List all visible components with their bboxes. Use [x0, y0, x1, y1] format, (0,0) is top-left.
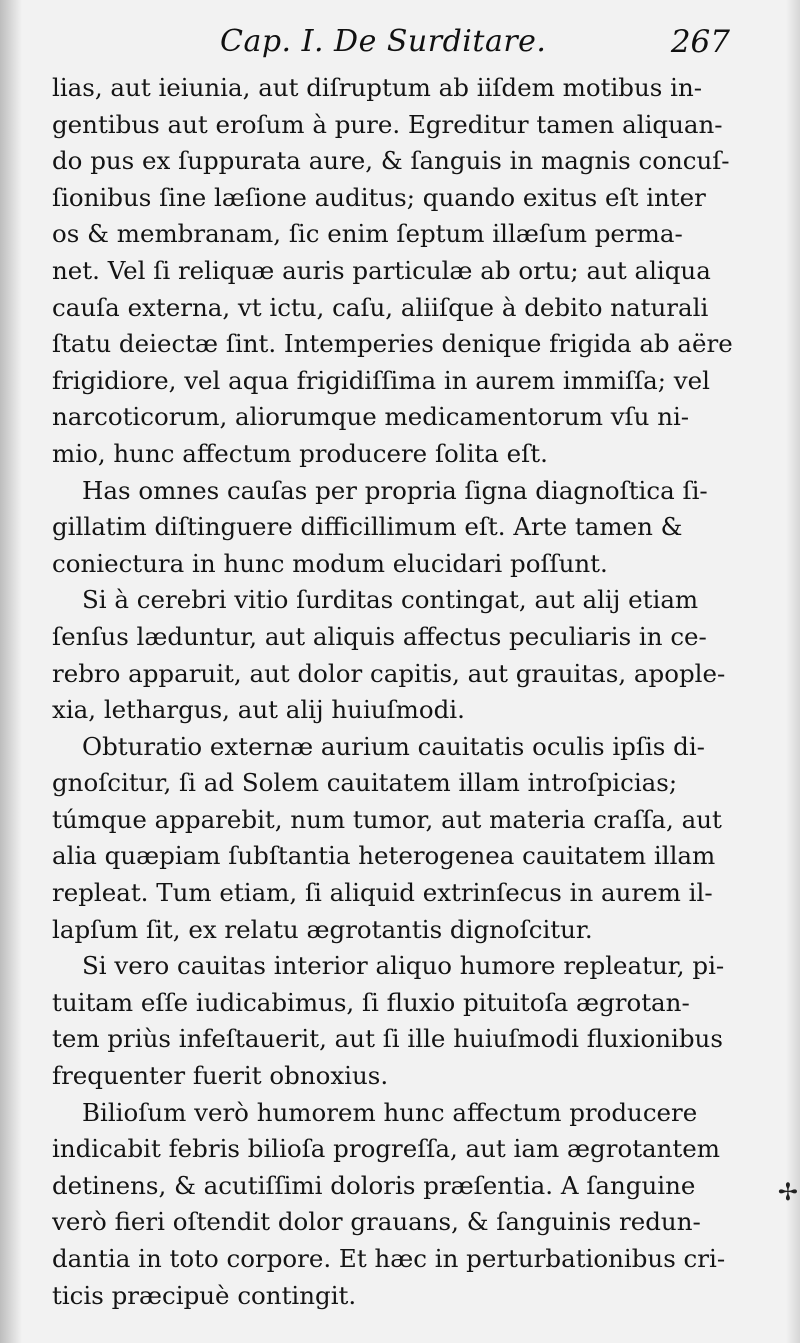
- text-line: Si à cerebri vitio ſurditas contingat, aut alij etiam: [82, 585, 699, 615]
- text-line: repleat. Tum etiam, ſi aliquid extrinſecus in aurem il-: [52, 878, 713, 908]
- running-header: [52, 22, 742, 68]
- text-line: gnoſcitur, ſi ad Solem cauitatem illam introſpicias;: [52, 768, 678, 798]
- text-line: ticis præcipuè contingit.: [52, 1280, 357, 1310]
- text-line: Has omnes cauſas per propria ſigna diagnoſtica ſi-: [82, 475, 708, 505]
- text-line: net. Vel ſi reliquæ auris particulæ ab ortu; aut aliqua: [52, 255, 711, 285]
- page-edge-shadow: [786, 0, 800, 1343]
- text-line: gillatim diſtinguere difficillimum eſt. Arte tamen &: [52, 512, 683, 542]
- text-line: frigidiore, vel aqua frigidiſſima in aurem immiſſa; vel: [52, 365, 710, 395]
- body-text: [52, 70, 742, 1314]
- chapter-title: Cap. I. De Surditare.: [220, 24, 547, 59]
- text-line: mio, hunc affectum producere ſolita eſt.: [52, 438, 548, 468]
- text-line: tuitam eſſe iudicabimus, ſi fluxio pituitoſa ægrotan-: [52, 987, 690, 1017]
- text-line: túmque apparebit, num tumor, aut materia craſſa, aut: [52, 804, 722, 834]
- text-line: xia, lethargus, aut alij huiuſmodi.: [52, 695, 465, 725]
- text-line: frequenter fuerit obnoxius.: [52, 1061, 389, 1091]
- text-line: Bilioſum verò humorem hunc affectum producere: [82, 1097, 698, 1127]
- text-line: Si vero cauitas interior aliquo humore repleatur, pi-: [82, 951, 725, 981]
- text-line: do pus ex ſuppurata aure, & ſanguis in magnis concuſ-: [52, 146, 730, 176]
- text-line: ſtatu deiectæ ſint. Intemperies denique frigida ab aëre: [52, 329, 733, 359]
- text-line: dantia in toto corpore. Et hæc in perturbationibus cri-: [52, 1244, 726, 1273]
- page-number: 267: [670, 24, 730, 60]
- text-line: alia quæpiam ſubſtantia heterogenea cauitatem illam: [52, 841, 716, 871]
- text-line: indicabit febris bilioſa progreſſa, aut iam ægrotantem: [52, 1134, 720, 1164]
- page-gutter-shadow: [0, 0, 22, 1343]
- text-line: detinens, & acutiſſimi doloris præſentia. A ſanguine: [52, 1170, 696, 1200]
- text-line: coniectura in hunc modum elucidari poſſunt.: [52, 548, 608, 578]
- text-line: os & membranam, ſic enim ſeptum illæſum perma-: [52, 219, 683, 249]
- text-line: gentibus aut eroſum à pure. Egreditur tamen aliquan-: [52, 109, 723, 139]
- text-line: lapſum ſit, ex relatu ægrotantis dignoſcitur.: [52, 914, 593, 944]
- text-line: lias, aut ieiunia, aut diſruptum ab iiſdem motibus in-: [52, 73, 703, 102]
- text-line: rebro apparuit, aut dolor capitis, aut grauitas, apople-: [52, 658, 726, 688]
- text-line: verò fieri oſtendit dolor grauans, & ſanguinis redun-: [52, 1207, 701, 1237]
- text-line: narcoticorum, aliorumque medicamentorum vſu ni-: [52, 402, 690, 432]
- text-line: Obturatio externæ aurium cauitatis oculis ipſis di-: [82, 731, 705, 761]
- text-line: ſionibus ſine læſione auditus; quando exitus eſt inter: [52, 182, 706, 212]
- margin-ornament: ✢: [777, 1178, 798, 1206]
- text-line: ſenſus læduntur, aut aliquis affectus peculiaris in ce-: [52, 621, 707, 651]
- text-line: tem priùs infeſtauerit, aut ſi ille huiuſmodi fluxionibus: [52, 1024, 723, 1054]
- text-line: cauſa externa, vt ictu, caſu, aliiſque à debito naturali: [52, 292, 709, 322]
